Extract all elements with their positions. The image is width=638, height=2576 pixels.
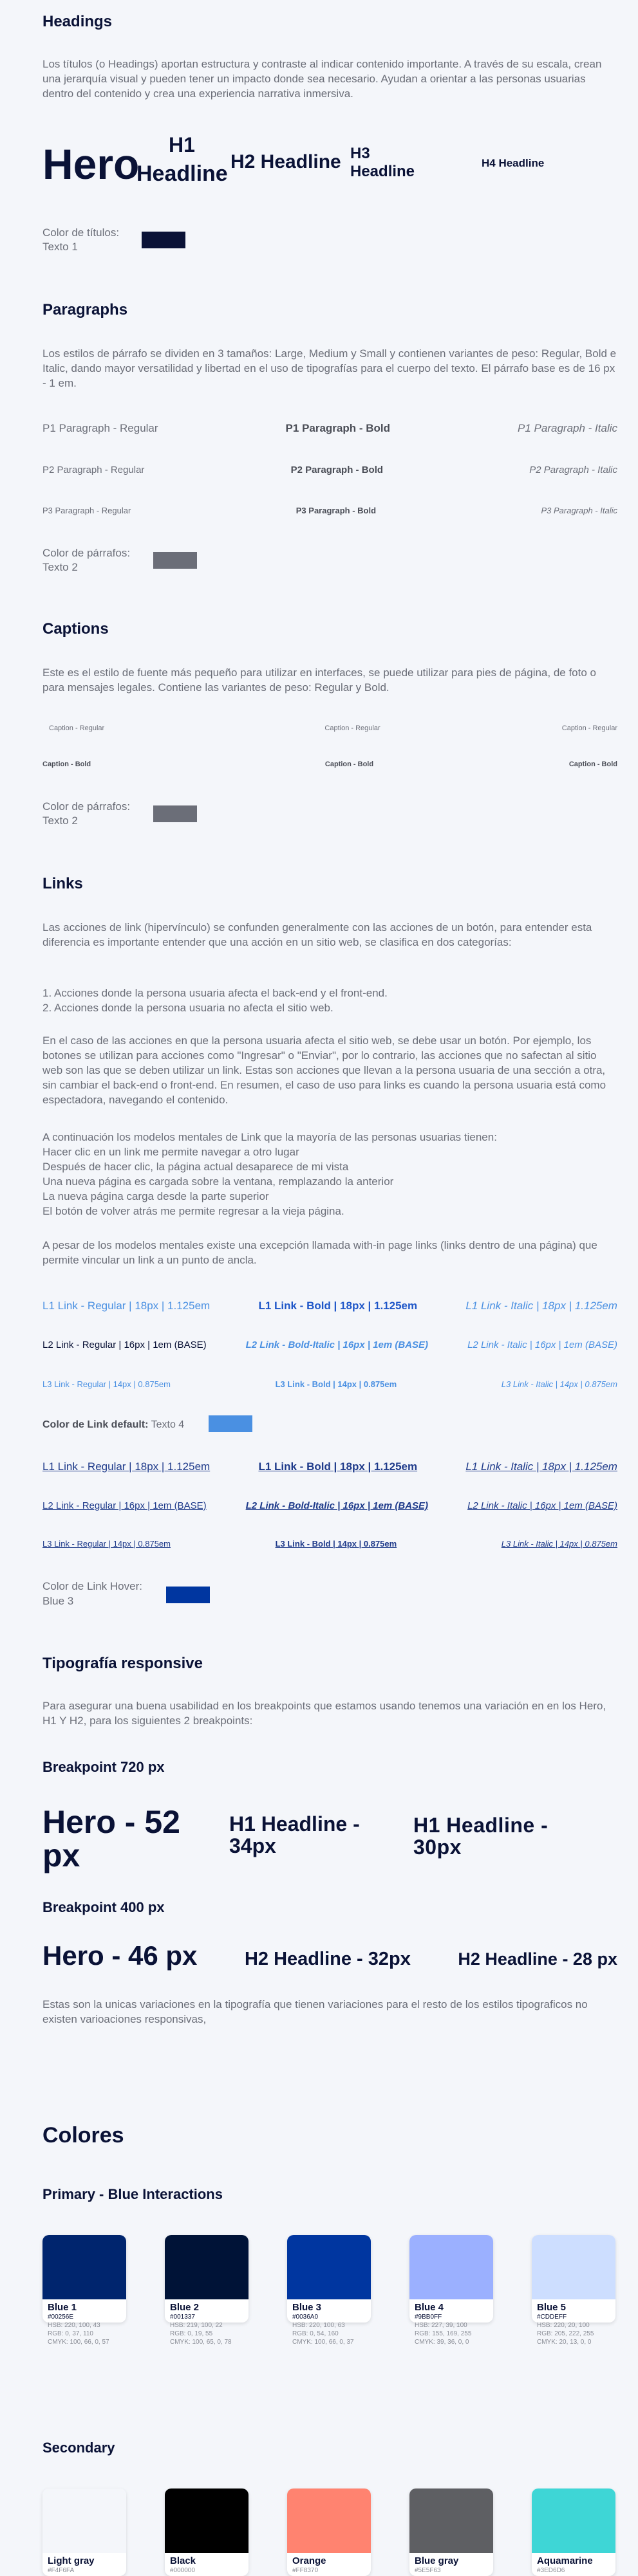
p2-regular: P2 Paragraph - Regular [42,465,145,475]
captions-color-value: Texto 2 [42,814,78,827]
link-default-color-swatch [209,1415,252,1432]
link-hover-color-value: Blue 3 [42,1595,74,1607]
links-model-1: Hacer clic en un link me permite navegar a otro lugar [42,1146,299,1158]
secondary-color-cards [42,2489,617,2573]
color-card-blue-1 [42,2235,126,2346]
h4-sample: H4 Headline [482,157,545,169]
paragraphs-description: Los estilos de párrafo se dividen en 3 tamaños: Large, Medium y Small y contienen variantes de peso: Regular, Bold e Italic, dando mayor versatilidad y libertad en el uso de tipografías para el cuerpo del texto. El párrafo base es de 16 px - 1 em. [42,347,617,389]
captions-title: Captions [42,620,109,638]
color-hsb: HSB: 227, 39, 100 [415,2322,467,2329]
color-swatch [42,2489,126,2553]
color-hsb: HSB: 219, 100, 22 [170,2322,223,2329]
link-hover-l2-regular[interactable]: L2 Link - Regular | 16px | 1em (BASE) [42,1500,207,1511]
link-hover-color-label: Color de Link Hover: [42,1580,142,1592]
link-default-color-row [42,1419,184,1431]
color-hex: #3ED6D6 [537,2567,565,2574]
links-description-2: En el caso de las acciones en que la persona usuaria afecta el sitio web, se debe usar un botón. Por ejemplo, los botones se utilizan para acciones como "Ingresar" o "Enviar", por lo contrario, las acciones que no safectan al sitio web son las que se deben utilizar un link. Estas son acciones que llevan a la persona usuaria de una sección a otra, sin cambiar el back-end o front-end. En resumen, el caso de uso para links es cuando la persona usuaria está como espectadora, navegando el contenido. [42,1035,606,1106]
color-card-blue-gray [409,2489,493,2576]
link-hover-l1-bold[interactable]: L1 Link - Bold | 18px | 1.125em [258,1460,418,1473]
link-default-l2-row [42,1339,617,1350]
color-card-blue-3 [287,2235,371,2346]
caption-bold-row [42,760,617,768]
headings-description: Los títulos (o Headings) aportan estructura y contraste al indicar contenido importante. A través de su escala, crean una jerarquía visual y pueden tener un impacto donde sea necesario. Ayudan a orientar a las personas usuarias dentro del contenido y crea una experiencia narrativa inmersiva. [42,58,602,100]
color-hex: #00256E [48,2314,74,2321]
h2-sample: H2 Headline [230,151,341,172]
link-hover-l3-regular[interactable]: L3 Link - Regular | 14px | 0.875em [42,1539,171,1549]
captions-description: Este es el estilo de fuente más pequeño para utilizar en interfaces, se puede utilizar para pies de página, de foto o para mensajes legales. Contiene las variantes de peso: Regular y Bold. [42,667,596,694]
p1-italic: P1 Paragraph - Italic [518,422,617,434]
primary-color-cards [42,2235,617,2346]
color-swatch [532,2489,615,2553]
link-hover-l1-italic[interactable]: L1 Link - Italic | 18px | 1.125em [465,1460,617,1473]
p1-bold: P1 Paragraph - Bold [285,422,391,434]
color-name: Blue 5 [537,2302,567,2313]
bp400-h2-28: H2 Headline - 28 px [458,1949,617,1969]
link-l2-bold-italic[interactable]: L2 Link - Bold-Italic | 16px | 1em (BASE) [245,1339,429,1350]
link-l1-regular[interactable]: L1 Link - Regular | 18px | 1.125em [42,1300,211,1312]
h1-sample: Headline [136,161,228,186]
color-card-aquamarine [532,2489,615,2576]
color-hsb: HSB: 220, 100, 43 [48,2322,100,2329]
responsive-title: Tipografía responsive [42,1655,203,1672]
color-hsb: HSB: 220, 100, 63 [292,2322,345,2329]
p2-bold: P2 Paragraph - Bold [290,465,384,475]
color-meta [287,2313,371,2346]
p3-row [42,506,617,515]
color-name: Blue 1 [48,2302,77,2313]
link-hover-l3-row [42,1539,617,1549]
color-card-blue-4 [409,2235,493,2346]
paragraphs-color-label: Color de párrafos: [42,547,131,559]
link-default-color-label: Color de Link default: [42,1419,149,1430]
paragraphs-title: Paragraphs [42,301,128,318]
responsive-description: Para asegurar una buena usabilidad en los breakpoints que estamos usando tenemos una variación en en los Hero, H1 Y H2, para los siguientes 2 breakpoints: [42,1700,606,1727]
color-cmyk: CMYK: 39, 36, 0, 0 [415,2339,469,2346]
color-card-blue-2 [165,2235,249,2346]
color-card-light-gray [42,2489,126,2576]
link-default-l3-row [42,1379,617,1389]
headings-color-swatch [142,232,185,248]
links-description-4: A pesar de los modelos mentales existe una excepción llamada with-in page links (links dentro de una página) que permite vincular un link a un punto de ancla. [42,1239,597,1266]
color-hex: #5E5F63 [415,2567,441,2574]
link-l1-bold[interactable]: L1 Link - Bold | 18px | 1.125em [258,1300,418,1312]
color-rgb: RGB: 155, 169, 255 [415,2330,472,2337]
links-description-1: Las acciones de link (hipervínculo) se confunden generalmente con las acciones de un botón, para entender esta diferencia es importante entender que una acción en un sitio web, se clasifica en dos categorías: [42,921,592,948]
color-meta [42,2313,126,2346]
h1-small-label: H1 [169,133,195,156]
color-swatch [287,2489,371,2553]
color-name: Black [170,2555,196,2566]
headings-color-value: Texto 1 [42,241,78,253]
p2-italic: P2 Paragraph - Italic [529,465,617,475]
color-rgb: RGB: 0, 19, 55 [170,2330,213,2337]
color-hex: #001337 [170,2314,195,2321]
bp720-h1-regular: H1 Headline - 34px [229,1812,360,1857]
bp400-hero: Hero - 46 px [42,1940,198,1971]
p3-regular: P3 Paragraph - Regular [42,506,131,515]
color-cmyk: CMYK: 100, 66, 0, 57 [48,2339,109,2346]
link-l3-italic[interactable]: L3 Link - Italic | 14px | 0.875em [501,1379,617,1389]
bp720-h1-bold: H1 Headline - 30px [413,1814,549,1859]
color-card-black [165,2489,249,2576]
p1-row [42,422,617,435]
color-card-blue-5 [532,2235,615,2346]
secondary-colors-title: Secondary [42,2440,115,2456]
color-swatch [165,2489,249,2553]
link-hover-l3-italic[interactable]: L3 Link - Italic | 14px | 0.875em [501,1539,617,1549]
responsive-footer-note: Estas son la unicas variaciones en la tipografía que tienen variaciones para el resto de los estilos tipograficos no existen varioaciones responsivas, [42,1998,588,2025]
color-name: Light gray [48,2555,95,2566]
color-hex: #000000 [170,2567,195,2574]
caption-regular-3: Caption - Regular [561,724,617,732]
p3-italic: P3 Paragraph - Italic [541,506,617,515]
color-hex: #0036A0 [292,2314,319,2321]
link-l2-regular[interactable]: L2 Link - Regular | 16px | 1em (BASE) [42,1339,207,1350]
color-swatch [287,2235,371,2299]
color-name: Aquamarine [537,2555,593,2566]
color-meta [409,2313,493,2346]
color-hex: #F4F6FA [48,2567,75,2574]
link-hover-l3-bold[interactable]: L3 Link - Bold | 14px | 0.875em [275,1539,397,1549]
links-model-3: Una nueva página es cargada sobre la ventana, remplazando la anterior [42,1175,394,1188]
color-name: Orange [292,2555,326,2566]
color-name: Blue 4 [415,2302,444,2313]
breakpoint-400-title: Breakpoint 400 px [42,1899,165,1915]
color-name: Blue gray [415,2555,459,2566]
paragraphs-color-value: Texto 2 [42,561,78,573]
link-hover-l2-row [42,1500,617,1511]
headings-title: Headings [42,13,113,30]
links-model-5: El botón de volver atrás me permite regresar a la vieja página. [42,1205,344,1217]
link-hover-l2-italic[interactable]: L2 Link - Italic | 16px | 1em (BASE) [467,1500,617,1511]
h3-small-label: H3 [350,145,370,162]
color-meta [532,2313,615,2346]
caption-bold-1: Caption - Bold [42,760,91,768]
link-l3-regular[interactable]: L3 Link - Regular | 14px | 0.875em [42,1379,171,1389]
color-swatch [409,2235,493,2299]
breakpoint-720-title: Breakpoint 720 px [42,1759,165,1775]
link-hover-l1-row [42,1460,617,1473]
links-model-2: Después de hacer clic, la página actual desaparece de mi vista [42,1161,349,1173]
color-name: Blue 2 [170,2302,200,2313]
caption-bold-2: Caption - Bold [324,760,374,768]
color-hex: #CDDEFF [537,2314,567,2321]
caption-bold-3: Caption - Bold [568,760,617,768]
color-rgb: RGB: 0, 54, 160 [292,2330,339,2337]
link-hover-color-swatch [166,1587,210,1603]
link-l2-italic[interactable]: L2 Link - Italic | 16px | 1em (BASE) [467,1339,617,1350]
caption-regular-2: Caption - Regular [324,724,380,732]
color-swatch [165,2235,249,2299]
captions-color-swatch [153,805,197,822]
color-card-orange [287,2489,371,2576]
color-meta [165,2313,249,2346]
hero-sample: Hero [42,140,140,188]
color-cmyk: CMYK: 20, 13, 0, 0 [537,2339,592,2346]
color-name: Blue 3 [292,2302,322,2313]
links-list-item-2: 2. Acciones donde la persona usuaria no afecta el sitio web. [42,1002,333,1014]
color-swatch [409,2489,493,2553]
bp400-h2-32: H2 Headline - 32px [244,1949,411,1969]
h3-sample: Headline [350,163,415,180]
bp400-row [42,1940,617,1971]
link-hover-l2-bold-italic[interactable]: L2 Link - Bold-Italic | 16px | 1em (BASE) [245,1500,429,1511]
bp720-hero: Hero - 52 px [42,1804,180,1873]
p1-regular: P1 Paragraph - Regular [42,422,158,434]
captions-color-label: Color de párrafos: [42,800,131,813]
links-list-item-1: 1. Acciones donde la persona usuaria afecta el back-end y el front-end. [42,987,388,999]
links-model-4: La nueva página carga desde la parte superior [42,1190,269,1202]
headings-color-label: Color de títulos: [42,226,120,239]
color-rgb: RGB: 0, 37, 110 [48,2330,93,2337]
color-cmyk: CMYK: 100, 66, 0, 37 [292,2339,354,2346]
link-l1-italic[interactable]: L1 Link - Italic | 18px | 1.125em [465,1300,617,1312]
link-default-l1-row [42,1300,617,1312]
color-rgb: RGB: 205, 222, 255 [537,2330,594,2337]
color-cmyk: CMYK: 100, 65, 0, 78 [170,2339,232,2346]
color-hex: #9BB0FF [415,2314,442,2321]
paragraphs-color-swatch [153,552,197,569]
color-swatch [42,2235,126,2299]
links-title: Links [42,875,83,892]
color-swatch [532,2235,615,2299]
link-l3-bold[interactable]: L3 Link - Bold | 14px | 0.875em [275,1379,397,1389]
primary-colors-title: Primary - Blue Interactions [42,2186,223,2202]
link-default-color-value: Texto 4 [151,1419,185,1430]
color-hex: #FF8370 [292,2567,319,2574]
colors-title: Colores [42,2123,124,2148]
caption-regular-1: Caption - Regular [49,724,105,732]
color-hsb: HSB: 220, 20, 100 [537,2322,590,2329]
p2-row [42,465,617,475]
p3-bold: P3 Paragraph - Bold [296,506,377,515]
caption-regular-row [42,724,617,732]
link-hover-l1-regular[interactable]: L1 Link - Regular | 18px | 1.125em [42,1460,211,1473]
links-models-intro: A continuación los modelos mentales de Link que la mayoría de las personas usuarias tienen: [42,1131,497,1143]
